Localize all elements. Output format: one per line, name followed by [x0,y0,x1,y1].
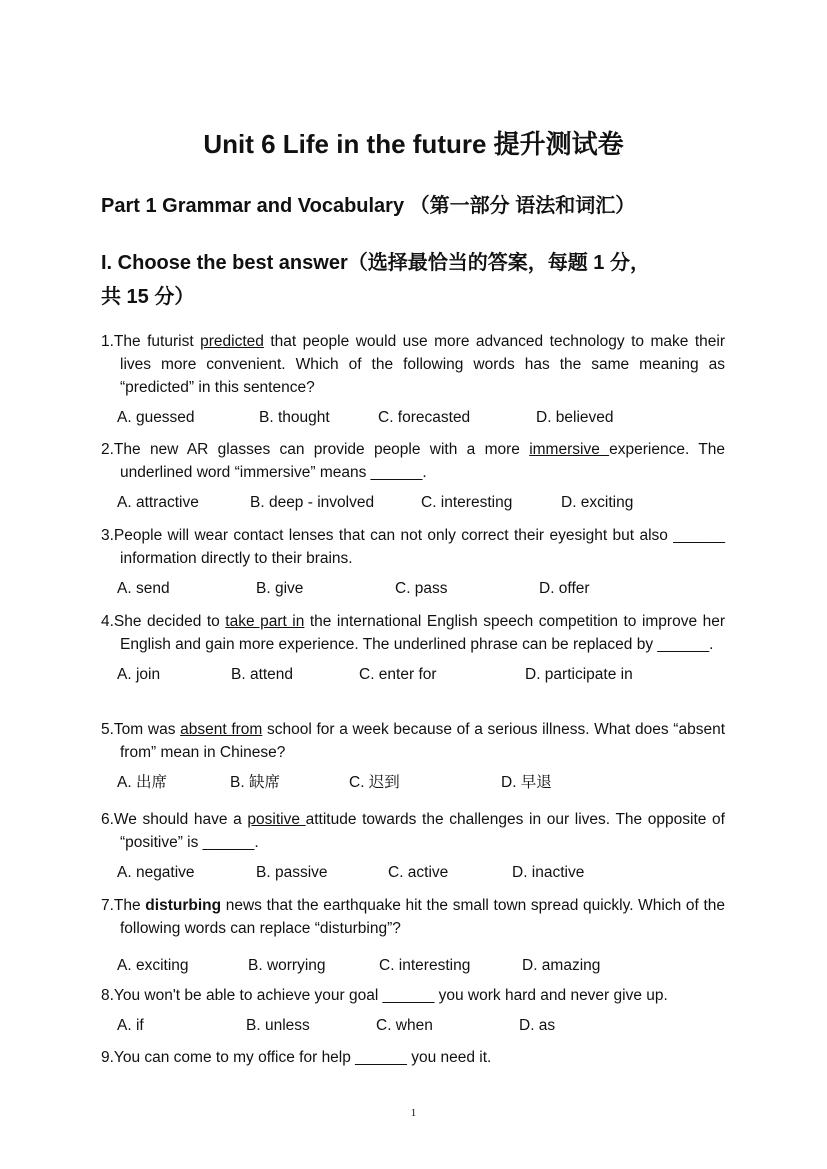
option-d: D. offer [539,580,590,597]
option-c: C. active [388,864,449,881]
option-a: A. send [117,580,170,597]
option-a: A. attractive [117,494,199,511]
question-stem: 3.People will wear contact lenses that can not only correct their eyesight but also ______ information directly to their brains. [101,527,725,567]
question-3 [101,524,725,599]
option-d: D. amazing [522,957,601,974]
question-5 [101,718,725,793]
page-title: Unit 6 Life in the future 提升测试卷 [203,129,624,159]
option-d: D. participate in [525,666,633,683]
question-8 [101,984,725,1036]
options [101,1014,725,1036]
option-a: A. guessed [117,409,195,426]
option-c: C. interesting [379,957,471,974]
question-1 [101,330,725,428]
options [101,663,725,685]
option-d: D. as [519,1017,556,1034]
option-a: A. negative [117,864,195,881]
section-heading [101,246,650,314]
option-b: B. 缺席 [230,774,280,791]
option-b: B. attend [231,666,294,683]
option-a: A. exciting [117,957,189,974]
option-b: B. give [256,580,304,597]
question-stem: 6.We should have a positive attitude towards the challenges in our lives. The opposite of “positive” is ______. [101,811,725,851]
question-2 [101,438,725,513]
question-stem: 2.The new AR glasses can provide people with a more immersive experience. The underlined word “immersive” means ______. [101,441,725,481]
option-a: A. join [117,666,161,683]
question-stem: 4.She decided to take part in the international English speech competition to improve her English and gain more experience. The underlined phrase can be replaced by ______. [101,613,725,653]
section-heading-line2: 共 15 分） [101,286,195,308]
options [101,577,725,599]
question-stem: 1.The futurist predicted that people would use more advanced technology to make their lives more convenient. Which of the following words has the same meaning as “predicted” in this sentence? [101,333,725,396]
option-d: D. 早退 [501,774,552,791]
underlined-word: immersive [529,441,610,458]
page-number: 1 [410,1107,417,1119]
bold-word: disturbing [145,897,222,914]
underlined-word: absent from [180,721,263,738]
question-7 [101,894,725,976]
question-stem: 8.You won't be able to achieve your goal ______ you work hard and never give up. [101,987,668,1004]
options [101,491,725,513]
question-9 [101,1046,725,1069]
question-stem: 9.You can come to my office for help ______ you need it. [101,1049,492,1066]
underlined-word: positive [247,811,306,828]
part-heading: Part 1 Grammar and Vocabulary （第一部分 语法和词汇） [101,195,636,217]
option-b: B. passive [256,864,328,881]
question-4 [101,610,725,685]
question-stem: 7.The disturbing news that the earthquake hit the small town spread quickly. Which of the following words can replace “disturbing”? [101,897,725,937]
option-b: B. deep - involved [250,494,375,511]
option-d: D. believed [536,409,614,426]
options [101,861,725,883]
option-b: B. thought [259,409,330,426]
options [101,406,725,428]
option-c: C. when [376,1017,433,1034]
option-d: D. exciting [561,494,634,511]
option-b: B. unless [246,1017,310,1034]
option-b: B. worrying [248,957,326,974]
question-6 [101,808,725,883]
options [101,771,725,793]
option-c: C. 迟到 [349,774,400,791]
option-d: D. inactive [512,864,585,881]
option-c: C. pass [395,580,448,597]
option-c: C. enter for [359,666,437,683]
option-c: C. forecasted [378,409,471,426]
question-stem: 5.Tom was absent from school for a week because of a serious illness. What does “absent from” mean in Chinese? [101,721,725,761]
section-heading-line1: I. Choose the best answer（选择最恰当的答案，每题 1 分， [101,252,650,274]
underlined-word: take part in [225,613,305,630]
option-a: A. if [117,1017,144,1034]
option-c: C. interesting [421,494,513,511]
option-a: A. 出席 [117,774,167,791]
underlined-word: predicted [200,333,264,350]
options [101,954,725,976]
